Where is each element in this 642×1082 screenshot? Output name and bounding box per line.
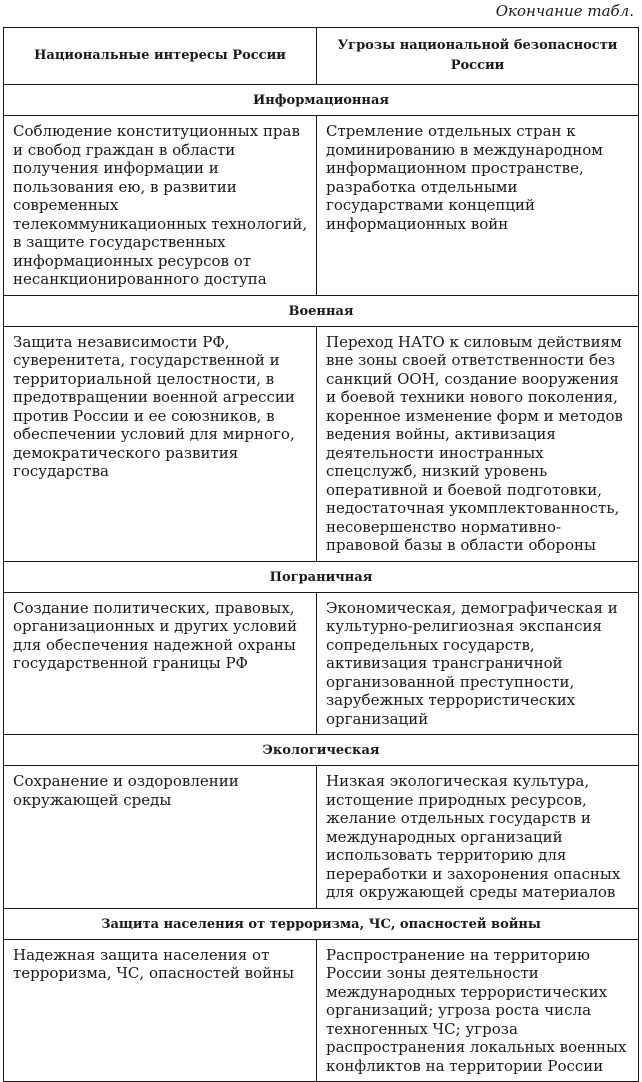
threat-cell-information: Стремление отдельных стран к доминированию в международном информационном пространстве, разработка отдельными государствами концепций информационных войн [317, 116, 639, 296]
table-row [4, 592, 639, 735]
table-continuation-caption: Окончание табл. [495, 2, 634, 20]
security-table [3, 27, 639, 1082]
section-title-border: Пограничная [4, 561, 639, 592]
threat-cell-military: Переход НАТО к силовым действиям вне зоны своей ответственности без санкций ООН, создание вооружения и боевой техники нового поколения, коренное изменение форм и методов ведения войны, активизация деятельности иностранных спецслужб, низкий уровень оперативной и боевой подготовки, недостаточная укомплектованность, несовершенство нормативно-правовой базы в области обороны [317, 326, 639, 561]
interest-cell-protection: Надежная защита населения от терроризма, ЧС, опасностей войны [4, 939, 317, 1082]
section-row [4, 561, 639, 592]
table-row [4, 326, 639, 561]
interest-cell-ecological: Сохранение и оздоровлении окружающей среды [4, 766, 317, 909]
interest-cell-information: Соблюдение конституционных прав и свобод граждан в области получения информации и пользования ею, в развитии современных телекоммуникационных технологий, в защите государственных информационных ресурсов от несанкционированного доступа [4, 116, 317, 296]
section-title-information: Информационная [4, 85, 639, 116]
threat-cell-ecological: Низкая экологическая культура, истощение природных ресурсов, желание отдельных государств и международных организаций использовать территорию для переработки и захоронения опасных для окружающей среды материалов [317, 766, 639, 909]
section-row [4, 735, 639, 766]
section-title-military: Военная [4, 295, 639, 326]
section-row [4, 85, 639, 116]
threat-cell-protection: Распространение на территорию России зоны деятельности международных террористических организаций; угроза роста числа техногенных ЧС; угроза распространения локальных военных конфликтов на территории России [317, 939, 639, 1082]
section-title-ecological: Экологическая [4, 735, 639, 766]
section-row [4, 295, 639, 326]
section-title-protection: Защита населения от терроризма, ЧС, опасностей войны [4, 908, 639, 939]
table-row [4, 766, 639, 909]
table-row [4, 116, 639, 296]
header-interests: Национальные интересы России [4, 28, 317, 85]
threat-cell-border: Экономическая, демографическая и культурно-религиозная экспансия сопредельных государств, активизация трансграничной организованной преступности, зарубежных террористических организаций [317, 592, 639, 735]
header-threats: Угрозы национальной безопасности России [317, 28, 639, 85]
section-row [4, 908, 639, 939]
table-row [4, 939, 639, 1082]
table-header-row [4, 28, 639, 85]
interest-cell-border: Создание политических, правовых, организационных и других условий для обеспечения надежной охраны государственной границы РФ [4, 592, 317, 735]
interest-cell-military: Защита независимости РФ, суверенитета, государственной и территориальной целостности, в предотвращении военной агрессии против России и ее союзников, в обеспечении условий для мирного, демократического развития государства [4, 326, 317, 561]
